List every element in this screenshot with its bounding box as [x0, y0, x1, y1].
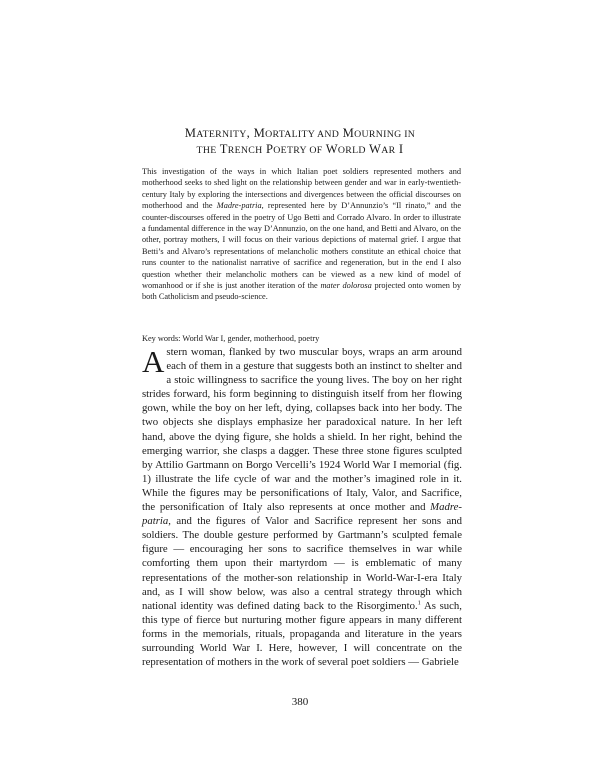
title-segment: , M [246, 126, 266, 140]
footnote-marker[interactable]: 1 [417, 599, 421, 607]
title-segment: AR [381, 145, 396, 156]
body-text [142, 345, 462, 669]
title-segment: T [196, 145, 203, 156]
text-segment: As such, this type of fierce but nurturing mother figure appears in many different forms in the memorials, rituals, propaganda and literature in the years surrounding World War I. Here, however, I will concentrate on the representation of mothers in the work of several poet soldiers — Gabriele [142, 599, 462, 669]
italic-text: Madre-patria [216, 201, 262, 211]
text-segment: This investigation of the ways in which Italian poet soldiers represented mothers and motherhood seeks to shed light on the relationship between gender and war in early-twentieth-century Italy by exploring the intersections and divergences between the official discourses on motherhood and the [142, 167, 461, 211]
page-number: 380 [291, 696, 309, 708]
title-segment: P [262, 142, 274, 156]
title-segment: HE [202, 145, 217, 156]
title-segment: OETRY OF [273, 145, 323, 156]
title-segment: ORLD [337, 145, 366, 156]
drop-cap: A [142, 344, 165, 379]
title-segment: RENCH [227, 145, 263, 156]
title-segment: I [395, 142, 404, 156]
title-segment: W [365, 142, 382, 156]
text-segment: , represented here by D’Annunzio’s “Il rinato,” and the counter-discourses offered in the poetry of Ugo Betti and Corrado Alvaro. In order to illustrate a fundamental difference in the way D’Annunzio, on the one hand, and Betti and Alvaro, on the other, portray mothers, I will focus on their various depictions of maternal grief. I argue that Betti’s and Alvaro’s representations of melancholic mothers constitute an ethical choice that runs counter to the nationalist narrative of sacrifice and regeneration, but in the end I also question whether their melancholic mothers can be viewed as a new kind of model of womanhood or if she is just another iteration of the [142, 201, 462, 291]
text-segment: , and the figures of Valor and Sacrifice represent her sons and soldiers. The double gesture performed by Gartmann’s sculpted female figure — encouraging her sons to sacrifice themselves in war while comforting them upon their martyrdom — is emblematic of many representations of the mother-son relationship in World-War-I-era Italy and, as I will show below, was also a central strategy through which national identity was defined dating back to the Risorgimento. [142, 515, 462, 612]
title-segment: T [216, 142, 228, 156]
italic-text: Madre-patria [142, 501, 462, 528]
title-segment: ATERNITY [196, 129, 247, 140]
opening-paragraph [142, 345, 462, 669]
title-segment: OURNING IN [354, 129, 416, 140]
title-segment: W [322, 142, 338, 156]
keywords: Key words: World War I, gender, motherhood, poetry [142, 334, 320, 343]
article-title-line-2 [100, 141, 500, 159]
text-segment: projected onto women by both Catholicism and pseudo-science. [142, 281, 461, 302]
abstract [142, 166, 461, 303]
title-segment: M [184, 126, 197, 140]
italic-text: mater dolorosa [320, 281, 372, 291]
text-segment: stern woman, flanked by two muscular boys, wraps an arm around each of them in a gesture that suggests both an instinct to shelter and a stoic willingness to sacrifice the young lives. The boy on her right strides forward, his form beginning to distinguish itself from her flowing gown, while the boy on her left, dying, collapses back into her body. The two objects she displays emphasize her paradoxical nature. In her left hand, above the dying figure, she holds a shield. In her right, behind the emerging warrior, she clasps a dagger. These three stone figures sculpted by Attilio Gartmann on Borgo Vercelli’s 1924 World War I memorial (fig. 1) illustrate the life cycle of war and the mother’s imagined role in it. While the figures may be personifications of Italy, Valor, and Sacrifice, the personification of Italy also represents at once mother and [142, 346, 462, 514]
title-segment: M [339, 126, 355, 140]
title-segment: ORTALITY AND [265, 129, 340, 140]
abstract-text [142, 166, 461, 303]
